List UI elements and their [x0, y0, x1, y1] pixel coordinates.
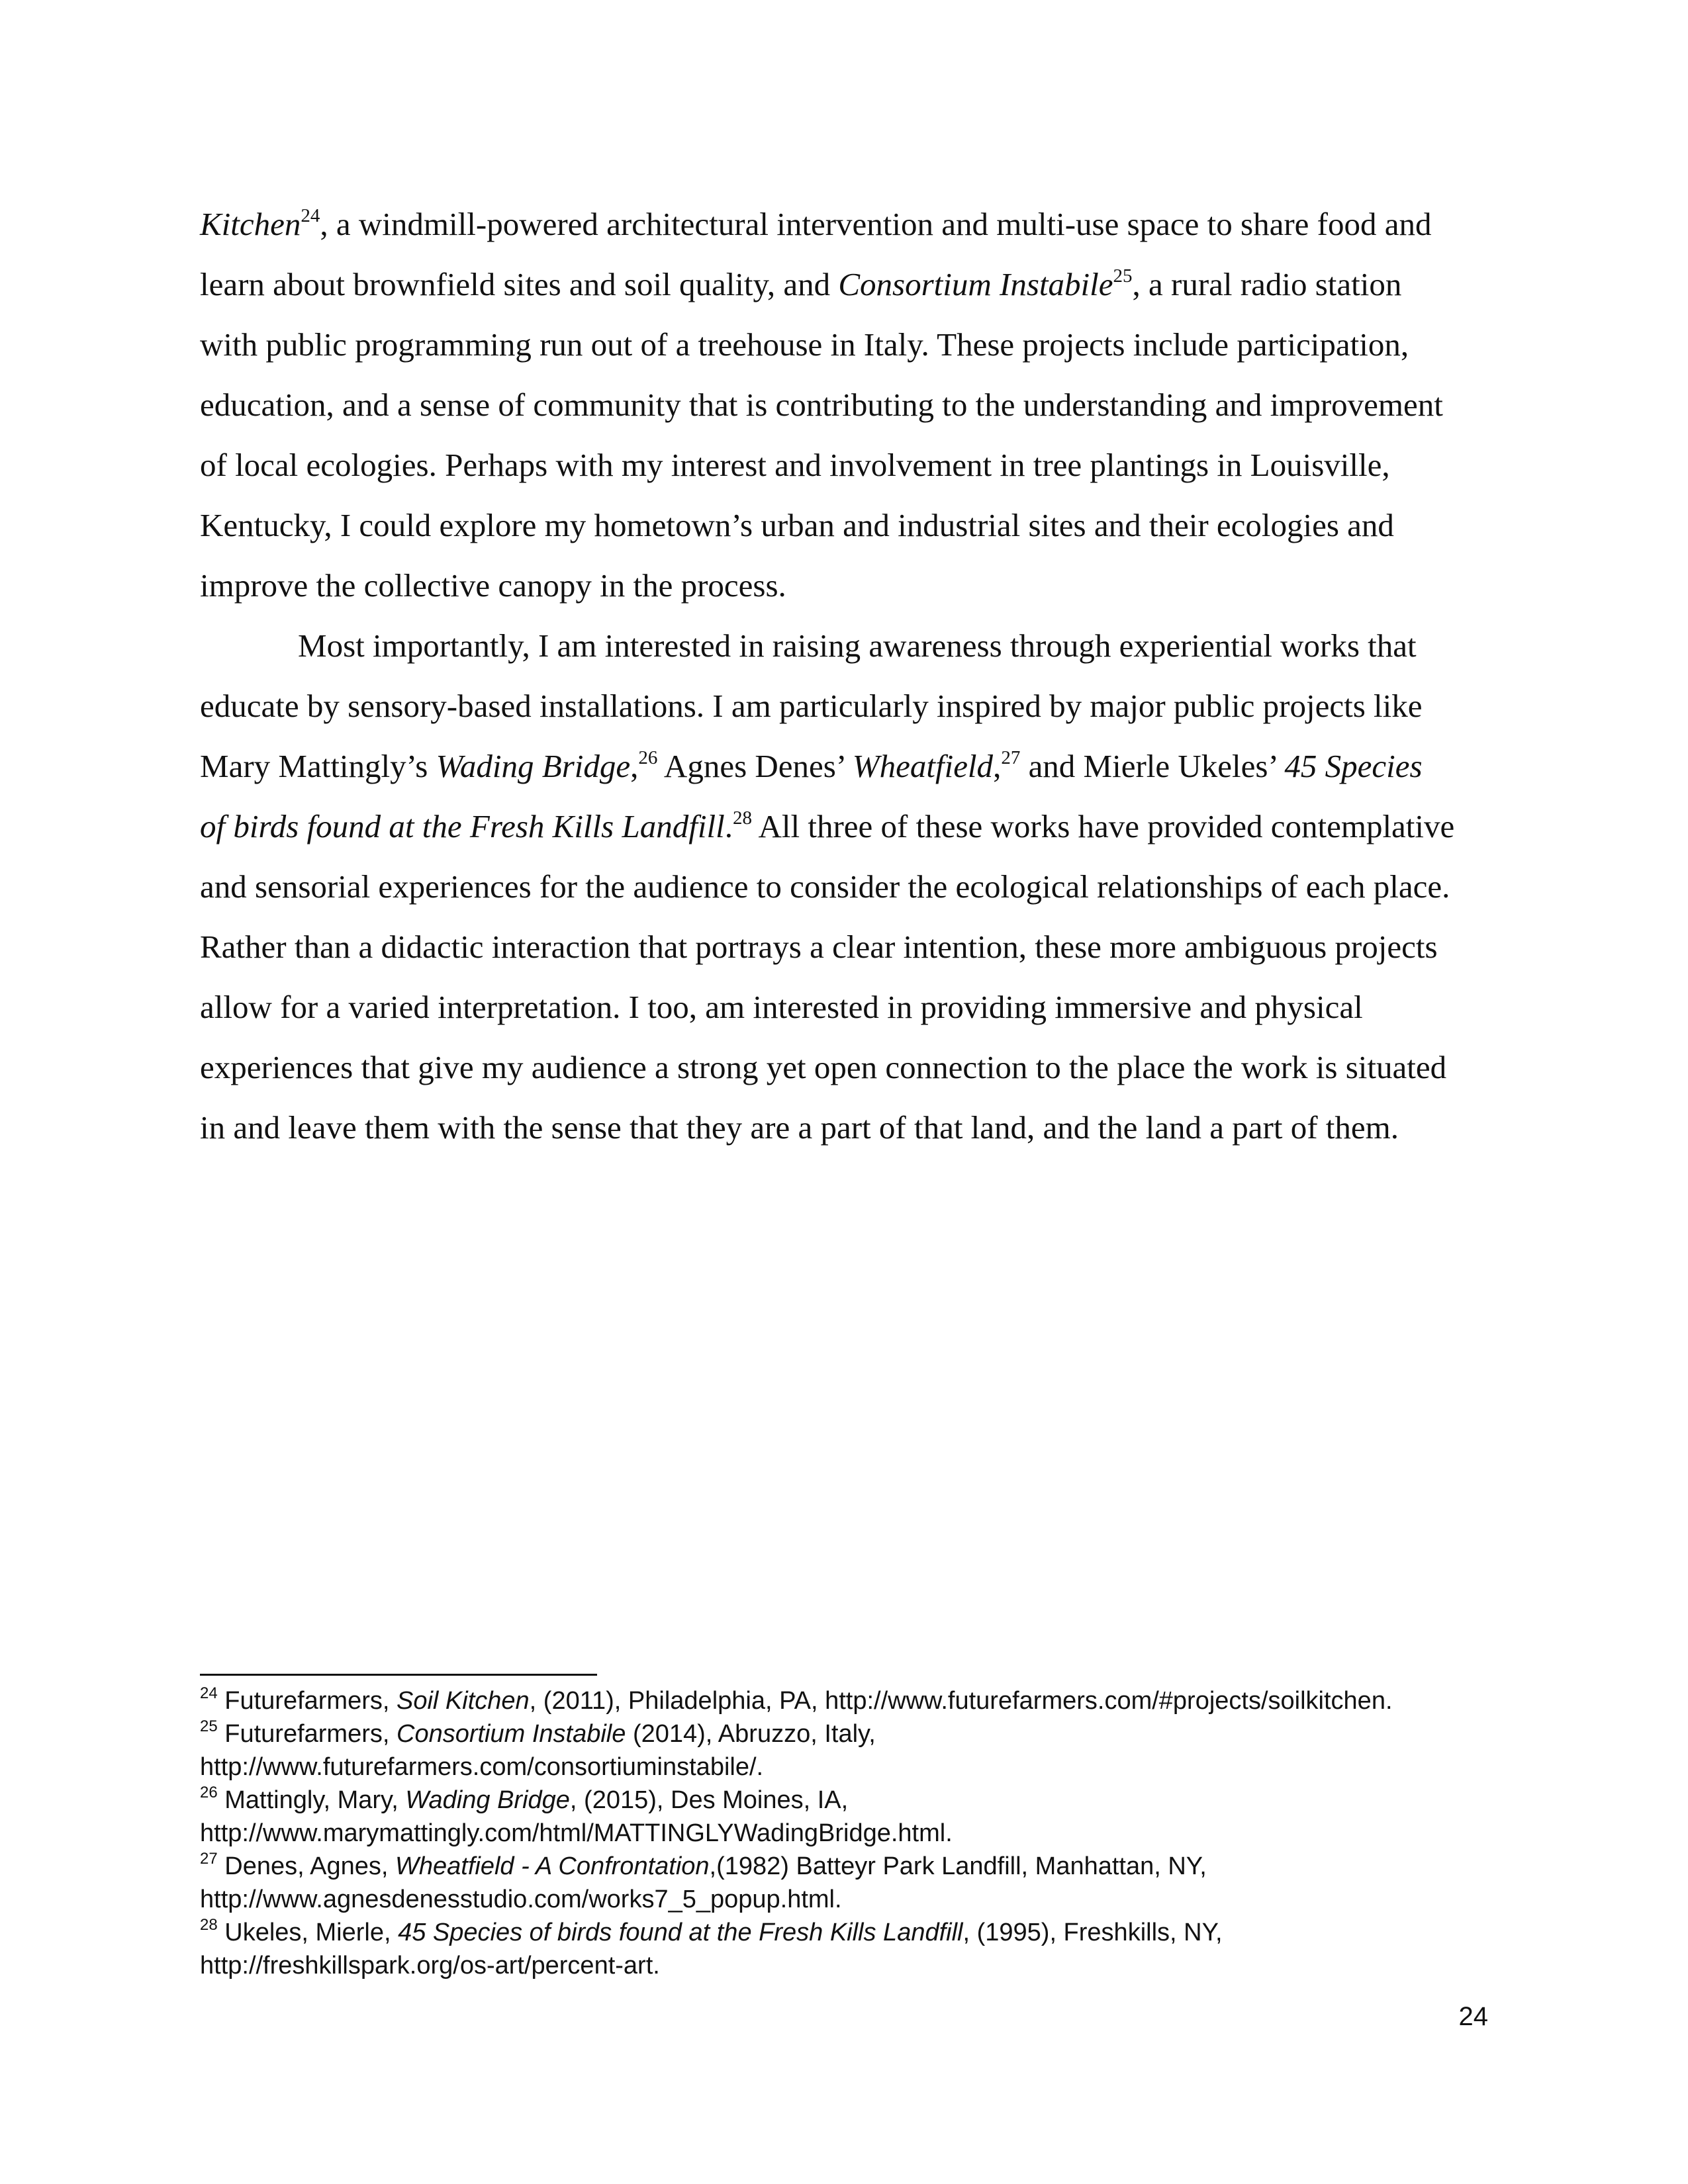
- italic-title: 45 Species of birds found at the Fresh Kills Landfill: [398, 1919, 963, 1946]
- text-run: , (2015), Des Moines, IA,: [569, 1786, 849, 1814]
- text-run: , (2011), Philadelphia, PA, http://www.futurefarmers.com/#projects/soilkitchen.: [529, 1687, 1393, 1715]
- footnote-28: [200, 1916, 1524, 1949]
- footnote-url: http://freshkillspark.org/os-art/percent-art.: [200, 1952, 660, 1979]
- text-run: All three of these works have provided contemplative: [751, 808, 1455, 844]
- italic-title: Wading Bridge: [405, 1786, 570, 1814]
- footnote-24: [200, 1684, 1524, 1717]
- footnote-number: 27: [200, 1850, 218, 1868]
- paragraph-line: educate by sensory-based installations. I am particularly inspired by major public projects like: [200, 688, 1423, 724]
- paragraph-line: [200, 254, 1491, 314]
- italic-title: Wheatfield: [852, 748, 994, 784]
- italic-title: Wheatfield - A Confrontation: [395, 1852, 710, 1880]
- footnote-url: http://www.agnesdenesstudio.com/works7_5_popup.html.: [200, 1886, 842, 1913]
- text-run: , a rural radio station: [1132, 266, 1402, 302]
- text-run: ,: [993, 748, 1002, 784]
- text-run: Ukeles, Mierle,: [217, 1919, 399, 1946]
- footnote-url: http://www.futurefarmers.com/consortiuminstabile/.: [200, 1753, 764, 1781]
- text-run: ,(1982) Batteyr Park Landfill, Manhattan, NY,: [709, 1852, 1207, 1880]
- italic-title: Kitchen: [200, 206, 301, 242]
- text-run: Agnes Denes’: [657, 748, 853, 784]
- footnote-url: http://www.marymattingly.com/html/MATTINGLYWadingBridge.html.: [200, 1819, 953, 1847]
- italic-title: Soil Kitchen: [397, 1687, 530, 1715]
- text-run: Denes, Agnes,: [217, 1852, 395, 1880]
- page-number: 24: [1458, 2002, 1488, 2031]
- text-run: Mattingly, Mary,: [217, 1786, 406, 1814]
- paragraph-line: in and leave them with the sense that they are a part of that land, and the land a part of them.: [200, 1109, 1399, 1146]
- footnote-number: 28: [200, 1916, 218, 1934]
- text-run: Mary Mattingly’s: [200, 748, 436, 784]
- paragraph-line: [200, 194, 1491, 254]
- text-run: Futurefarmers,: [217, 1720, 397, 1748]
- footnote-ref: 26: [638, 747, 658, 768]
- footnote-ref: 27: [1001, 747, 1021, 768]
- paragraph-line: Kentucky, I could explore my hometown’s urban and industrial sites and their ecologies and: [200, 507, 1394, 543]
- italic-title: Consortium Instabile: [838, 266, 1113, 302]
- footnote-25: [200, 1717, 1524, 1751]
- text-run: ,: [630, 748, 639, 784]
- italic-title: Consortium Instabile: [397, 1720, 626, 1748]
- paragraph-line: experiences that give my audience a strong yet open connection to the place the work is situated: [200, 1049, 1447, 1085]
- text-run: .: [724, 808, 733, 844]
- italic-title: Wading Bridge: [436, 748, 631, 784]
- footnote-26: [200, 1784, 1524, 1817]
- footnote-number: 25: [200, 1717, 218, 1736]
- paragraph-line: education, and a sense of community that is contributing to the understanding and improvement: [200, 387, 1443, 423]
- text-run: and Mierle Ukeles’: [1020, 748, 1285, 784]
- paragraph-line: [200, 796, 1491, 856]
- footnotes: [200, 1684, 1524, 1982]
- body-text: [200, 194, 1491, 1158]
- footnote-27: [200, 1850, 1524, 1883]
- italic-title: 45 Species: [1284, 748, 1423, 784]
- italic-title: of birds found at the Fresh Kills Landfill: [200, 808, 725, 844]
- text-run: , (1995), Freshkills, NY,: [962, 1919, 1223, 1946]
- footnote-ref: 24: [301, 205, 320, 226]
- paragraph-line: of local ecologies. Perhaps with my interest and involvement in tree plantings in Louisville,: [200, 447, 1390, 483]
- paragraph-line: and sensorial experiences for the audience to consider the ecological relationships of each place.: [200, 868, 1450, 905]
- text-run: learn about brownfield sites and soil quality, and: [200, 266, 839, 302]
- paragraph-line: Most importantly, I am interested in raising awareness through experiential works that: [298, 627, 1417, 664]
- footnote-separator: [200, 1674, 597, 1676]
- paragraph-line: improve the collective canopy in the process.: [200, 567, 786, 604]
- text-run: , a windmill-powered architectural intervention and multi-use space to share food and: [320, 206, 1432, 242]
- paragraph-line: allow for a varied interpretation. I too, am interested in providing immersive and physical: [200, 989, 1363, 1025]
- footnote-number: 26: [200, 1784, 218, 1802]
- footnote-ref: 28: [732, 807, 752, 829]
- footnote-ref: 25: [1113, 265, 1133, 287]
- paragraph-line: with public programming run out of a treehouse in Italy. These projects include participation,: [200, 326, 1409, 363]
- paragraph-line: Rather than a didactic interaction that portrays a clear intention, these more ambiguous projects: [200, 929, 1438, 965]
- text-run: (2014), Abruzzo, Italy,: [626, 1720, 876, 1748]
- text-run: Futurefarmers,: [217, 1687, 397, 1715]
- paragraph-line: [200, 736, 1491, 796]
- footnote-number: 24: [200, 1684, 218, 1703]
